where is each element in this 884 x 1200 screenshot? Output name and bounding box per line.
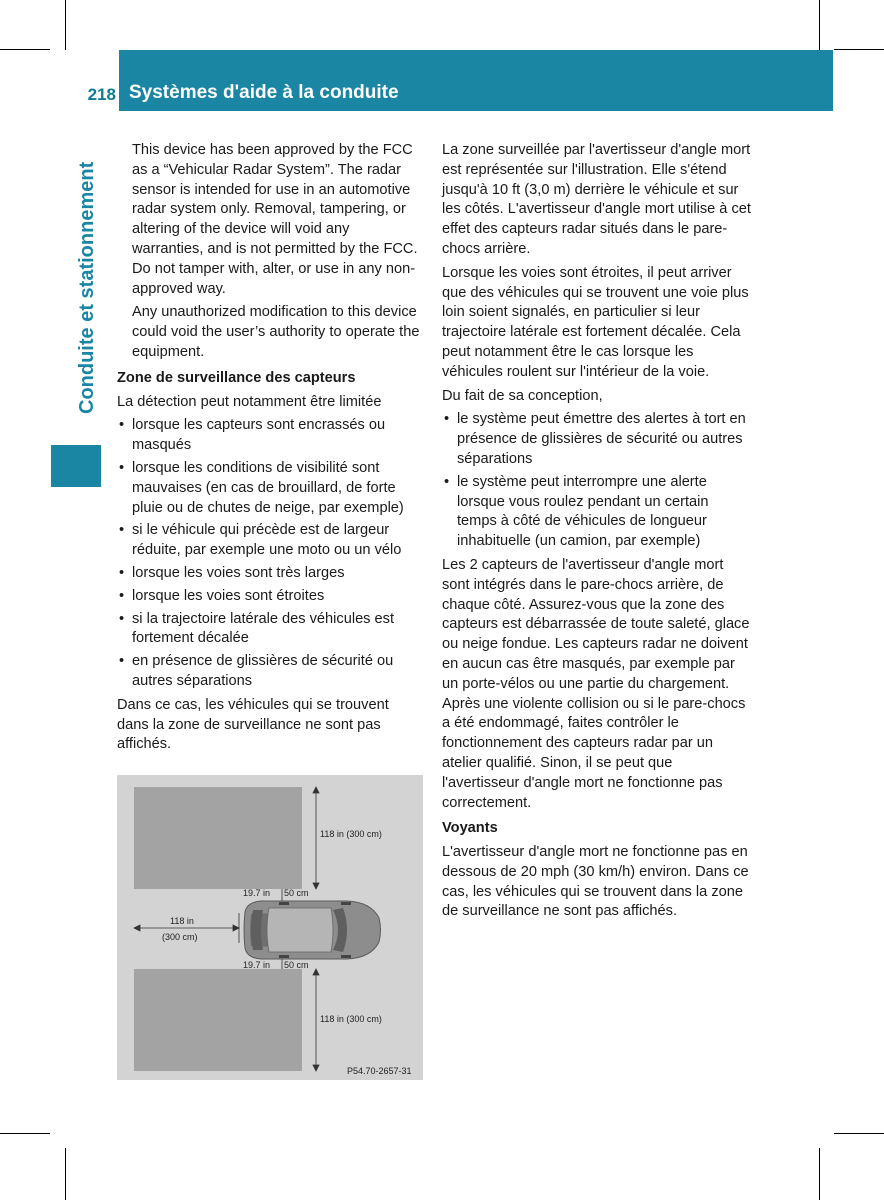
list-item: • si le véhicule qui précède est de largeur réduite, par exemple une moto ou un vélo bbox=[117, 521, 423, 561]
chapter-tab-marker bbox=[51, 445, 101, 487]
side-distance-top-metric-label: 50 cm bbox=[284, 888, 309, 898]
rear-distance-label-2: (300 cm) bbox=[162, 932, 198, 942]
bottom-zone-length-label: 118 in (300 cm) bbox=[320, 1014, 382, 1024]
sensor-zone-diagram bbox=[117, 775, 423, 1080]
crop-mark-top-right-v bbox=[819, 0, 820, 50]
page-title: Systèmes d'aide à la conduite bbox=[129, 82, 399, 103]
right-column bbox=[442, 141, 751, 926]
crop-mark-bottom-right-v bbox=[819, 1148, 820, 1200]
page-number: 218 bbox=[87, 85, 116, 104]
top-zone-length-label: 118 in (300 cm) bbox=[320, 829, 382, 839]
page-header bbox=[51, 50, 833, 111]
narrow-lanes-paragraph: Lorsque les voies sont étroites, il peut arriver que des véhicules qui se trouvent une voie plus loin soient signalés, en particulier si leur trajectoire latérale est fortement décalée. Cela peut notamment être le cas lorsque les véhicules roulent sur l'intérieur de la voie. bbox=[442, 264, 749, 380]
list-item: • en présence de glissières de sécurité ou autres séparations bbox=[117, 652, 423, 692]
list-item: • lorsque les voies sont très larges bbox=[117, 564, 423, 584]
left-column bbox=[117, 141, 423, 759]
chapter-tab-label: Conduite et stationnement bbox=[76, 161, 98, 414]
limitation-list bbox=[117, 416, 423, 691]
intro-paragraph: La détection peut notamment être limitée bbox=[117, 393, 382, 410]
side-distance-bottom-metric-label: 50 cm bbox=[284, 960, 309, 970]
side-distance-top-label: 19.7 in bbox=[243, 888, 271, 898]
sensors-paragraph: Les 2 capteurs de l'avertisseur d'angle mort sont intégrés dans le pare-chocs arrière, de chaque côté. Assurez-vous que la zone des capteurs est débarrassée de toute saleté, glace ou neige fondue. Les capteurs radar ne doivent en aucun cas être masqués, par exemple par un porte-vélos ou une partie du chargement. Après une violente collision ou si le pare-chocs a été endommagé, faites contrôler le fonctionnement des capteurs radar par un atelier qualifié. Sinon, il se peut que l'avertisseur d'angle mort ne fonctionne pas correctement. bbox=[442, 556, 750, 811]
side-distance-bottom-label: 19.7 in bbox=[243, 960, 271, 970]
indicators-paragraph: L'avertisseur d'angle mort ne fonctionne pas en dessous de 20 mph (30 km/h) environ. Dans ce cas, les véhicules qui se trouvent dans la zone de surveillance ne sont pas affichés. bbox=[442, 844, 749, 920]
crop-mark-top-left-h bbox=[0, 49, 50, 50]
fcc-paragraph-2: Any unauthorized modification to this device could void the user’s authority to operate the equipment. bbox=[132, 304, 420, 360]
zone-description-paragraph: La zone surveillée par l'avertisseur d'angle mort est représentée sur l'illustration. Elle s'étend jusqu'à 10 ft (3,0 m) derrière le véhicule et sur les côtés. L'avertisseur d'angle mort utilise à cet effet des capteurs radar situés dans le pare-chocs arrière. bbox=[442, 142, 751, 257]
crop-mark-bottom-left-v bbox=[65, 1148, 66, 1200]
list-item: • lorsque les conditions de visibilité sont mauvaises (en cas de brouillard, de forte pluie ou de chutes de neige, par exemple) bbox=[117, 459, 423, 518]
crop-mark-bottom-left-h bbox=[0, 1133, 50, 1134]
crop-mark-bottom-right-h bbox=[834, 1133, 884, 1134]
figure-reference-code: P54.70-2657-31 bbox=[347, 1066, 412, 1076]
header-title-box bbox=[119, 50, 833, 111]
closing-paragraph: Dans ce cas, les véhicules qui se trouvent dans la zone de surveillance ne sont pas affichés. bbox=[117, 696, 389, 753]
section-heading-indicators: Voyants bbox=[442, 820, 498, 837]
list-item: • lorsque les voies sont étroites bbox=[117, 587, 423, 607]
car-icon bbox=[239, 898, 383, 962]
list-item: • le système peut interrompre une alerte lorsque vous roulez pendant un certain temps à côté de véhicules de longueur inhabituelle (un camion, par exemple) bbox=[442, 473, 751, 552]
crop-mark-top-right-h bbox=[834, 49, 884, 50]
list-item: • le système peut émettre des alertes à tort en présence de glissières de sécurité ou autres séparations bbox=[442, 410, 751, 469]
section-heading-sensor-zone: Zone de surveillance des capteurs bbox=[117, 369, 356, 386]
list-item: • lorsque les capteurs sont encrassés ou masqués bbox=[117, 416, 423, 456]
list-item: • si la trajectoire latérale des véhicules est fortement décalée bbox=[117, 610, 423, 650]
crop-mark-top-left-v bbox=[65, 0, 66, 50]
design-limitation-list bbox=[442, 410, 751, 552]
chapter-tab bbox=[51, 111, 101, 487]
design-intro-paragraph: Du fait de sa conception, bbox=[442, 387, 603, 404]
fcc-paragraph-1: This device has been approved by the FCC as a “Vehicular Radar System”. The radar sensor is intended for use in an automotive radar system only. Removal, tampering, or altering of the device will void any warranties, and is not permitted by the FCC. Do not tamper with, alter, or use in any non-approved way. bbox=[132, 142, 418, 297]
rear-distance-label-1: 118 in bbox=[170, 916, 194, 926]
